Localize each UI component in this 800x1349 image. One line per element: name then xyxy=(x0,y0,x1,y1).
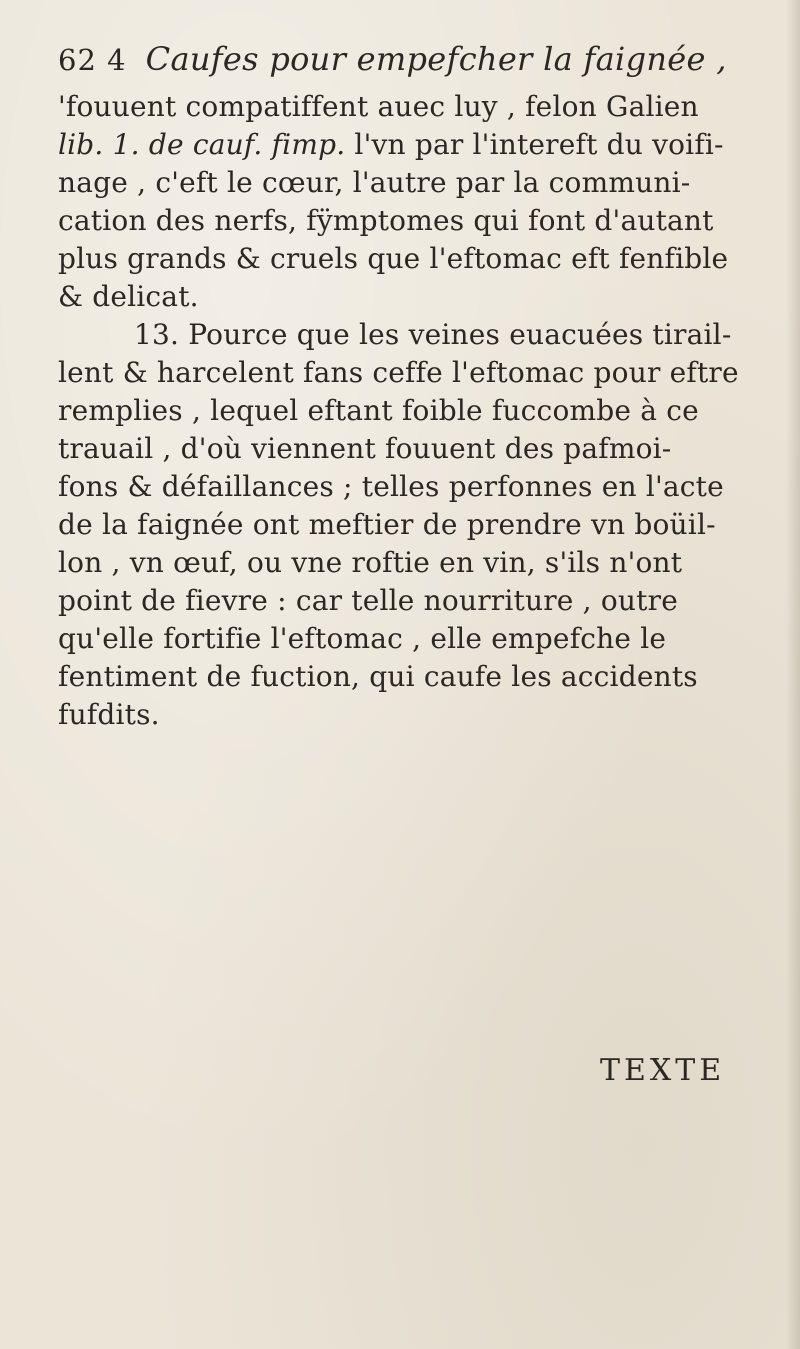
text-line xyxy=(58,88,783,126)
text-line xyxy=(58,620,783,658)
text-segment: & delicat. xyxy=(58,280,199,313)
text-line xyxy=(58,430,783,468)
paragraph-first-line xyxy=(58,316,783,354)
text-line xyxy=(58,658,783,696)
text-segment: fons & défaillances ; telles perfonnes en l'acte xyxy=(58,470,724,503)
text-line xyxy=(58,582,783,620)
page-number: 62 4 xyxy=(58,43,127,77)
text-line xyxy=(58,164,783,202)
text-segment: fufdits. xyxy=(58,698,160,731)
text-line xyxy=(58,202,783,240)
text-line xyxy=(58,126,783,164)
text-segment: nage , c'eft le cœur, l'autre par la communi- xyxy=(58,166,691,199)
text-segment: cation des nerfs, fÿmptomes qui font d'autant xyxy=(58,204,714,237)
text-line xyxy=(58,278,783,316)
text-segment: l'vn par l'intereft du voifi- xyxy=(345,128,724,161)
text-line xyxy=(58,354,783,392)
text-line xyxy=(58,506,783,544)
text-segment: 'fouuent compatiffent auec luy , felon Galien xyxy=(58,90,699,123)
text-segment: remplies , lequel eftant foible fuccombe à ce xyxy=(58,394,699,427)
text-line xyxy=(58,468,783,506)
text-line xyxy=(58,696,783,734)
page-header xyxy=(58,40,778,90)
text-segment: de la faignée ont meftier de prendre vn boüil- xyxy=(58,508,716,541)
text-segment: fentiment de fuction, qui caufe les accidents xyxy=(58,660,698,693)
text-segment: trauail , d'où viennent fouuent des pafmoi- xyxy=(58,432,672,465)
text-segment: qu'elle fortifie l'eftomac , elle empefche le xyxy=(58,622,667,655)
text-segment: plus grands & cruels que l'eftomac eft fenfible xyxy=(58,242,729,275)
text-line xyxy=(58,392,783,430)
page-edge-shadow xyxy=(786,0,800,1349)
running-title: Caufes pour empefcher la faignée , xyxy=(145,40,727,78)
text-segment: 13. Pource que les veines euacuées tirail- xyxy=(134,318,732,351)
text-line xyxy=(58,544,783,582)
citation-reference: lib. 1. de cauf. fimp. xyxy=(58,128,346,161)
text-line xyxy=(58,240,783,278)
text-segment: lon , vn œuf, ou vne roftie en vin, s'ils n'ont xyxy=(58,546,683,579)
catchword: TEXTE xyxy=(600,1053,726,1088)
text-segment: point de fievre : car telle nourriture , outre xyxy=(58,584,678,617)
text-segment: lent & harcelent fans ceffe l'eftomac pour eftre xyxy=(58,356,739,389)
body-text xyxy=(58,88,783,734)
